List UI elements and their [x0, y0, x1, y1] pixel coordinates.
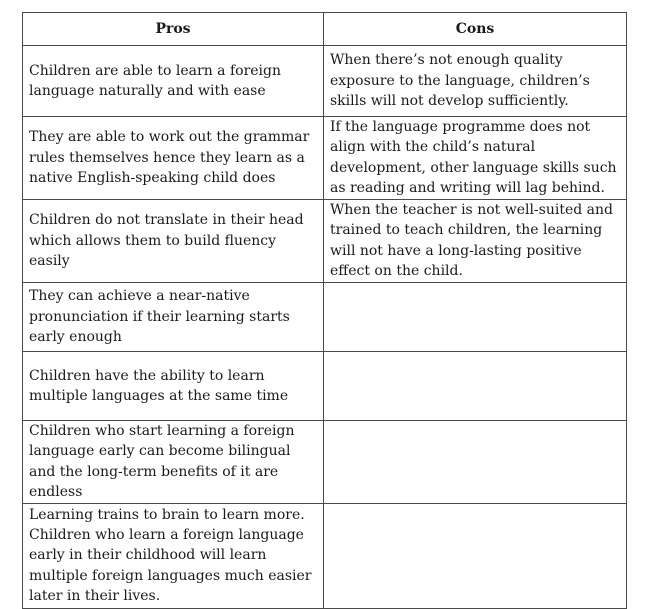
table-row — [23, 421, 627, 504]
table-row — [23, 117, 627, 200]
table-row — [23, 503, 627, 608]
pro-cell: They can achieve a near-native pronunciation if their learning starts early enough — [23, 283, 324, 352]
pro-cell: Children have the ability to learn multiple languages at the same time — [23, 352, 324, 421]
pro-cell: Children who start learning a foreign language early can become bilingual and the long-term benefits of it are endless — [23, 421, 324, 504]
con-cell — [324, 421, 627, 504]
con-cell — [324, 503, 627, 608]
pros-cons-table — [22, 12, 627, 609]
con-cell: When the teacher is not well-suited and trained to teach children, the learning will not have a long-lasting positive effect on the child. — [324, 200, 627, 283]
table-row — [23, 200, 627, 283]
table-row — [23, 352, 627, 421]
pro-cell: Children do not translate in their head which allows them to build fluency easily — [23, 200, 324, 283]
table-row — [23, 283, 627, 352]
con-cell — [324, 352, 627, 421]
pro-cell: They are able to work out the grammar rules themselves hence they learn as a native English-speaking child does — [23, 117, 324, 200]
pro-cell: Children are able to learn a foreign language naturally and with ease — [23, 46, 324, 117]
header-row — [23, 13, 627, 46]
cons-header: Cons — [324, 13, 627, 46]
table-row — [23, 46, 627, 117]
pro-cell: Learning trains to brain to learn more. Children who learn a foreign language early in their childhood will learn multiple foreign languages much easier later in their lives. — [23, 503, 324, 608]
con-cell — [324, 283, 627, 352]
pros-header: Pros — [23, 13, 324, 46]
con-cell: When there’s not enough quality exposure to the language, children’s skills will not develop sufficiently. — [324, 46, 627, 117]
con-cell: If the language programme does not align with the child’s natural development, other language skills such as reading and writing will lag behind. — [324, 117, 627, 200]
